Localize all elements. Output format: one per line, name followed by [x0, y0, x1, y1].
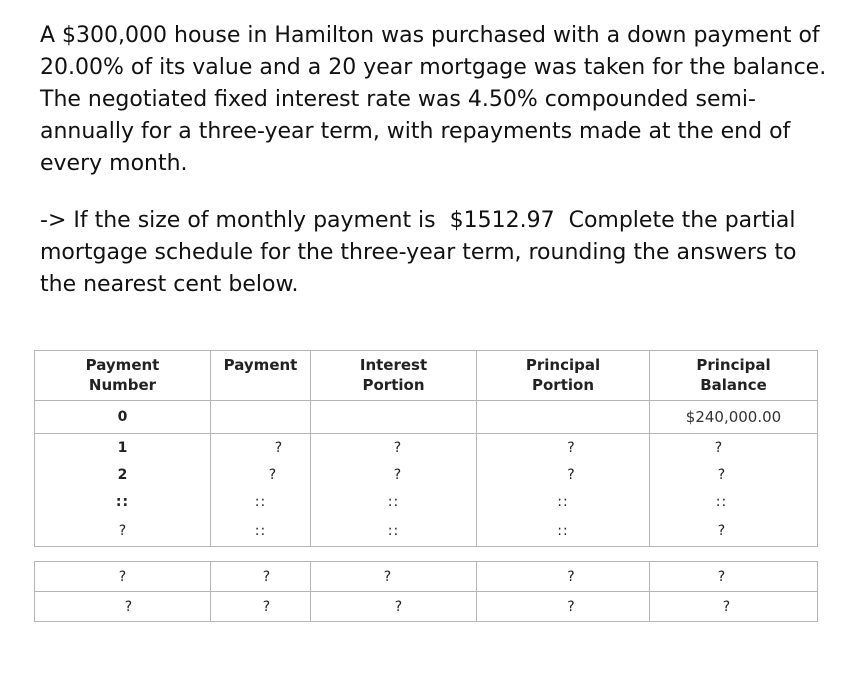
- ellipsis-cell: ::: [211, 515, 311, 547]
- answer-cell-interest[interactable]: ?: [311, 461, 477, 488]
- question-prompt: [40, 205, 830, 301]
- answer-cell-principal[interactable]: ?: [477, 434, 650, 462]
- cell-payment-number: 2: [35, 461, 211, 488]
- problem-line: 20.00% of its value and a 20 year mortgage was taken for the balance.: [40, 55, 827, 80]
- answer-cell-interest[interactable]: ?: [311, 562, 477, 592]
- answer-cell-principal[interactable]: ?: [477, 461, 650, 488]
- header-payment-number: Payment Number: [35, 351, 211, 401]
- cell-payment-number: 1: [35, 434, 211, 462]
- answer-cell-payment[interactable]: ?: [211, 461, 311, 488]
- answer-cell-interest[interactable]: ?: [311, 434, 477, 462]
- problem-statement: [40, 20, 830, 180]
- question-line: -> If the size of monthly payment is $1512.97 Complete the partial: [40, 208, 796, 233]
- answer-cell-balance[interactable]: ?: [650, 461, 818, 488]
- cell-payment[interactable]: [211, 401, 311, 434]
- problem-line: annually for a three-year term, with repayments made at the end of: [40, 119, 791, 144]
- problem-line: A $300,000 house in Hamilton was purchased with a down payment of: [40, 23, 820, 48]
- ellipsis-cell: ::: [477, 488, 650, 515]
- cell-principal[interactable]: [477, 401, 650, 434]
- cell-balance: $240,000.00: [650, 401, 818, 434]
- answer-cell-balance[interactable]: ?: [650, 592, 818, 622]
- header-payment: Payment: [211, 351, 311, 401]
- answer-cell-principal[interactable]: ?: [477, 562, 650, 592]
- answer-cell-payment-number[interactable]: ?: [35, 592, 211, 622]
- cell-payment-number: ::: [35, 488, 211, 515]
- mortgage-schedule-table: [34, 350, 818, 547]
- ellipsis-cell: ::: [311, 488, 477, 515]
- table-row: [35, 434, 818, 462]
- table-row: [35, 461, 818, 488]
- answer-cell-payment[interactable]: ?: [211, 434, 311, 462]
- answer-cell-balance[interactable]: ?: [650, 434, 818, 462]
- ellipsis-cell: ::: [311, 515, 477, 547]
- header-interest-portion: Interest Portion: [311, 351, 477, 401]
- table-row: [35, 562, 818, 592]
- table-row: [35, 592, 818, 622]
- question-line: mortgage schedule for the three-year term, rounding the answers to: [40, 240, 797, 265]
- cell-interest[interactable]: [311, 401, 477, 434]
- table-row: [35, 515, 818, 547]
- header-principal-portion: Principal Portion: [477, 351, 650, 401]
- answer-cell-payment-number[interactable]: ?: [35, 515, 211, 547]
- ellipsis-cell: ::: [211, 488, 311, 515]
- table-row: [35, 401, 818, 434]
- header-principal-balance: Principal Balance: [650, 351, 818, 401]
- answer-cell-interest[interactable]: ?: [311, 592, 477, 622]
- question-line: the nearest cent below.: [40, 272, 299, 297]
- final-rows-table: [34, 561, 818, 622]
- answer-cell-payment[interactable]: ?: [211, 562, 311, 592]
- answer-cell-balance[interactable]: ?: [650, 562, 818, 592]
- table-header-row: [35, 351, 818, 401]
- answer-cell-principal[interactable]: ?: [477, 592, 650, 622]
- ellipsis-cell: ::: [650, 488, 818, 515]
- problem-line: The negotiated fixed interest rate was 4.50% compounded semi-: [40, 87, 756, 112]
- ellipsis-cell: ::: [477, 515, 650, 547]
- cell-payment-number: 0: [35, 401, 211, 434]
- answer-cell-payment-number[interactable]: ?: [35, 562, 211, 592]
- answer-cell-balance[interactable]: ?: [650, 515, 818, 547]
- answer-cell-payment[interactable]: ?: [211, 592, 311, 622]
- problem-line: every month.: [40, 151, 188, 176]
- table-row: [35, 488, 818, 515]
